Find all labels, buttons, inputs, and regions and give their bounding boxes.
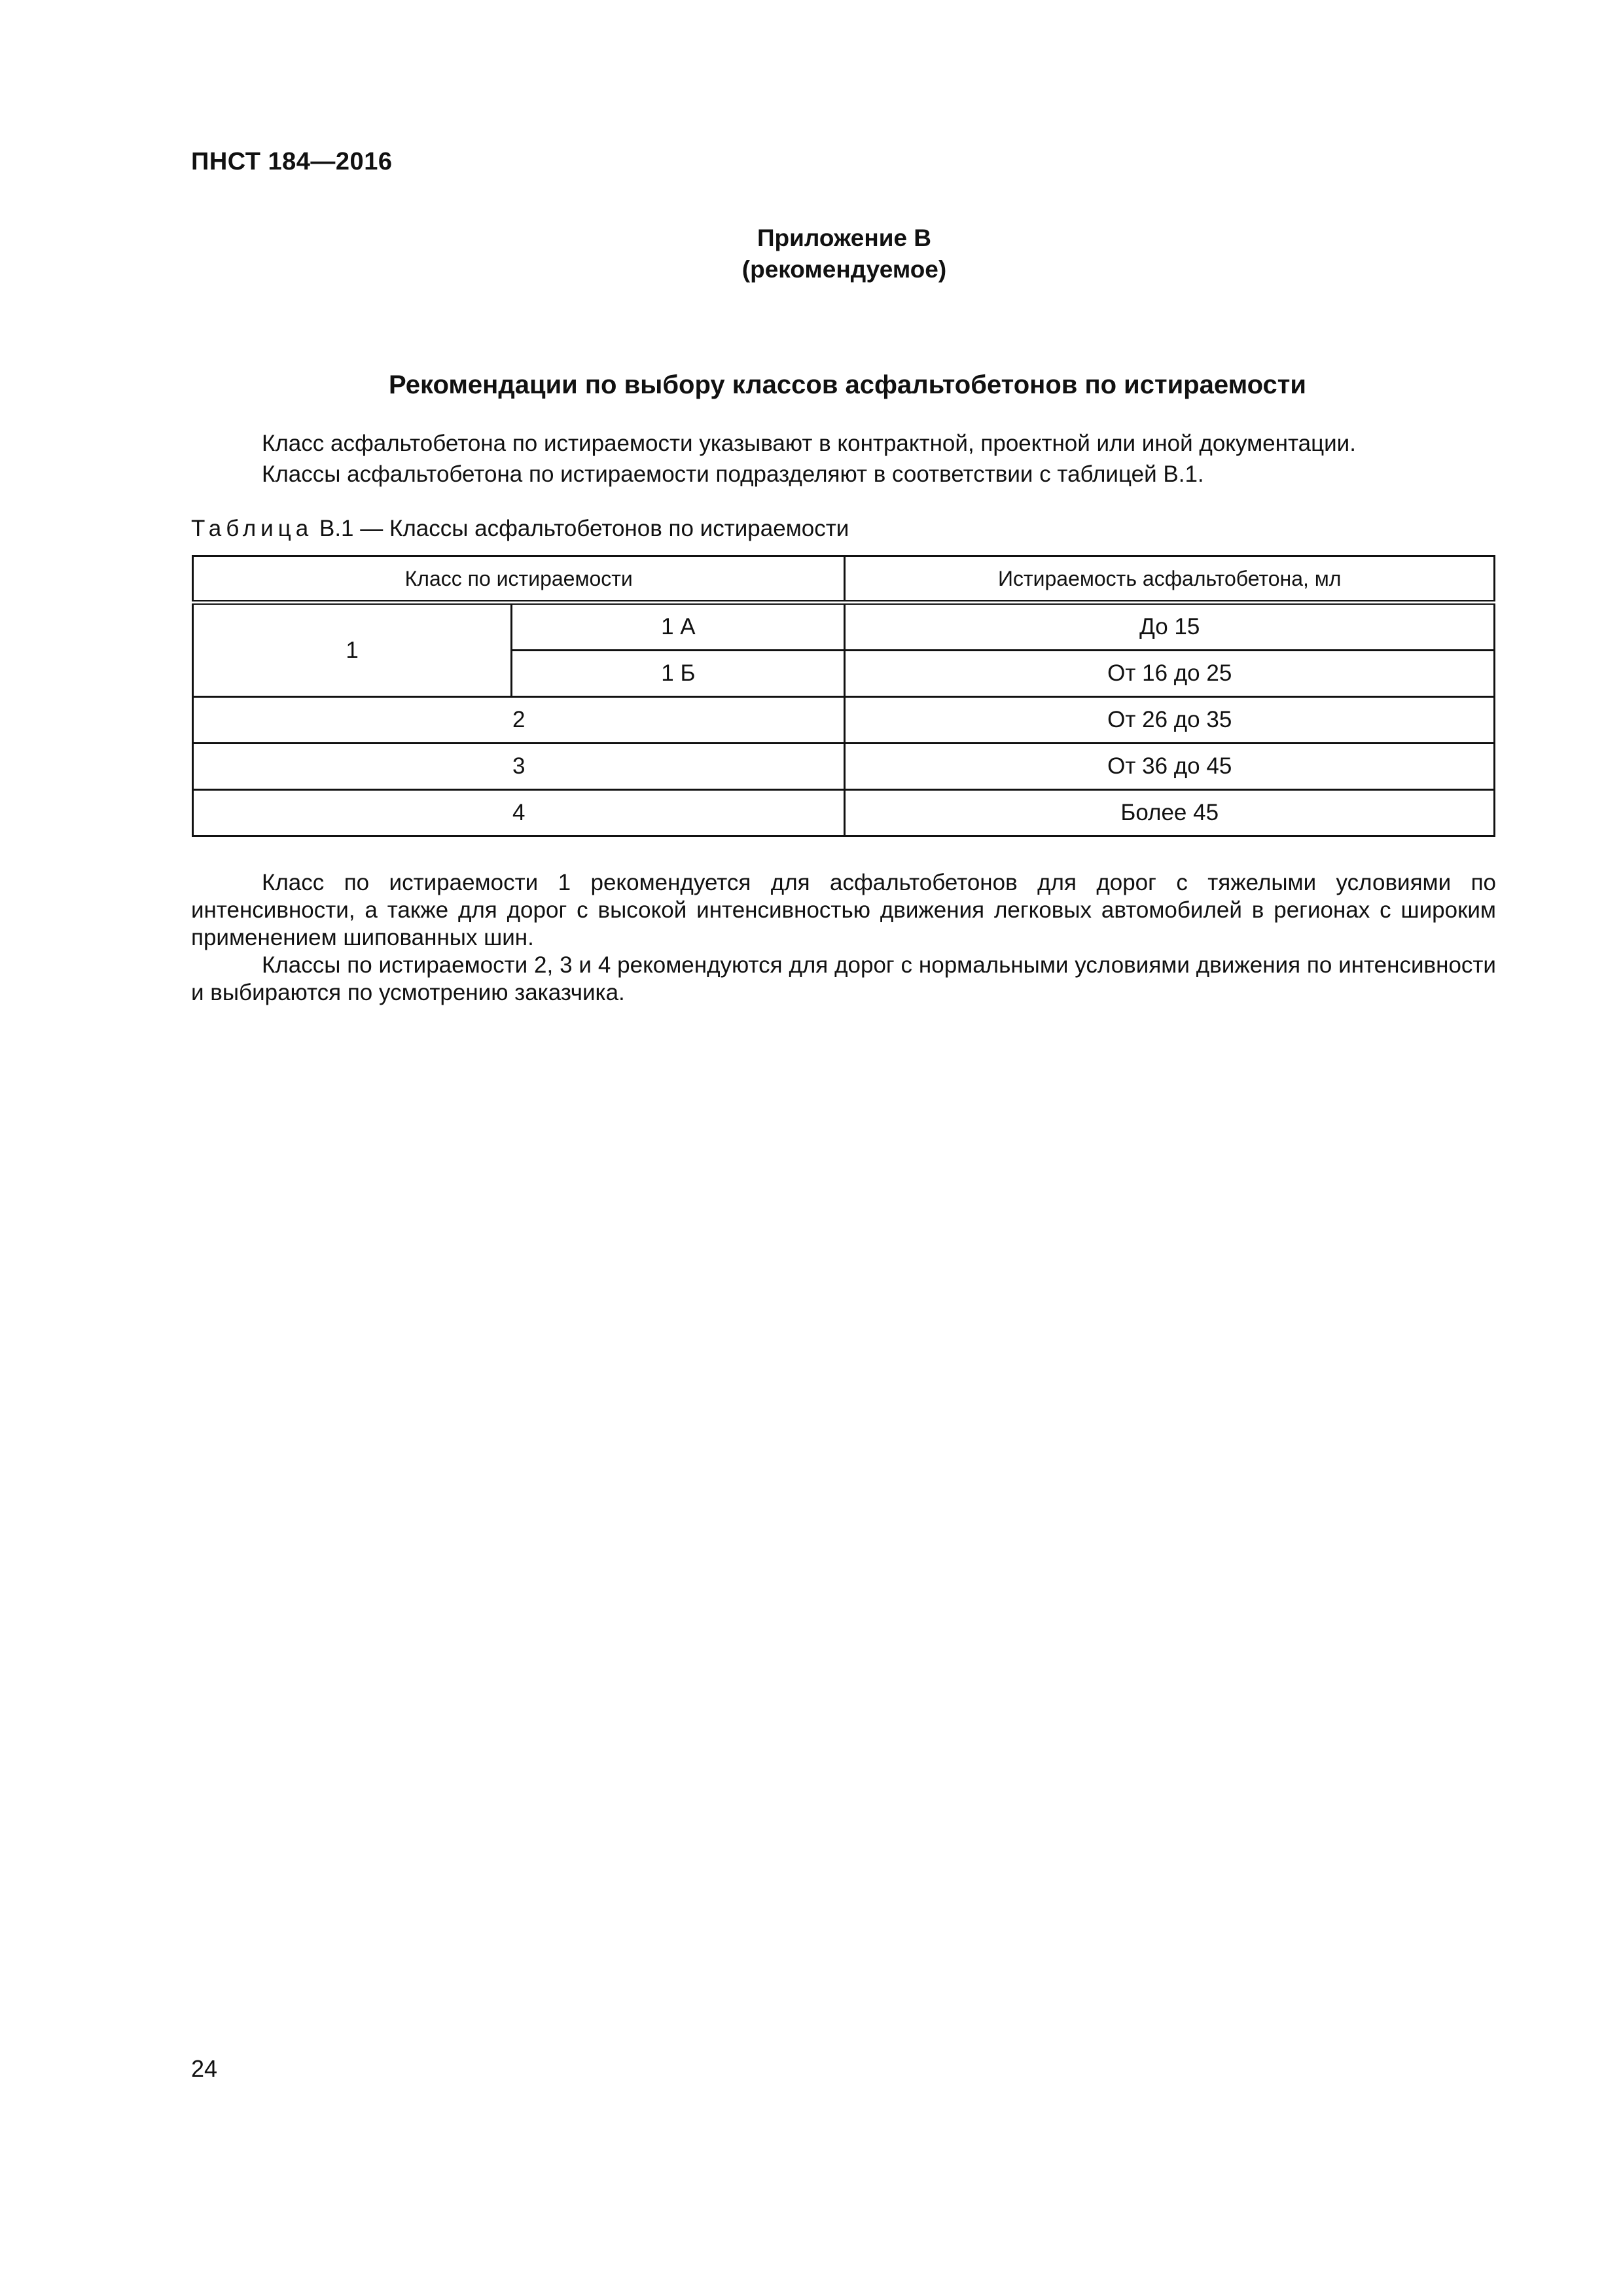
appendix-heading — [0, 223, 1623, 285]
table-cell-subclass: 1 Б — [512, 651, 845, 697]
table-header-cell: Класс по истираемости — [193, 556, 845, 603]
table-header-cell: Истираемость асфальтобетона, мл — [845, 556, 1495, 603]
table-cell-value: От 26 до 35 — [845, 697, 1495, 744]
table-caption-text: В.1 — Классы асфальтобетонов по истираемости — [319, 516, 849, 541]
table-caption-label: Таблица — [191, 516, 313, 541]
appendix-status: (рекомендуемое) — [741, 256, 947, 283]
table-header-row — [193, 556, 1495, 603]
intro-paragraph: Классы асфальтобетона по истираемости подразделяют в соответствии с таблицей В.1. — [262, 461, 1204, 487]
section-title: Рекомендации по выбору классов асфальтобетонов по истираемости — [389, 370, 1306, 399]
page-number: 24 — [191, 2055, 218, 2082]
closing-text — [191, 869, 1496, 1007]
table-row — [193, 744, 1495, 790]
intro-paragraph: Класс асфальтобетона по истираемости указывают в контрактной, проектной или иной документации. — [262, 431, 1356, 456]
closing-paragraph: Классы по истираемости 2, 3 и 4 рекомендуются для дорог с нормальными условиями движения по интенсивности и выбираются по усмотрению заказчика. — [191, 952, 1496, 1005]
table-row — [193, 697, 1495, 744]
table-cell-value: До 15 — [845, 603, 1495, 651]
table-cell-class: 4 — [193, 790, 845, 836]
closing-paragraph: Класс по истираемости 1 рекомендуется для асфальтобетонов для дорог с тяжелыми условиями по интенсивности, а также для дорог с высокой интенсивностью движения легковых автомобилей в регионах с широким применением шипованных шин. — [191, 870, 1496, 950]
table-cell-subclass: 1 А — [512, 603, 845, 651]
table-cell-value: Более 45 — [845, 790, 1495, 836]
abrasion-class-table — [192, 555, 1495, 837]
table-row — [193, 790, 1495, 836]
table-cell-class: 2 — [193, 697, 845, 744]
table-cell-class: 3 — [193, 744, 845, 790]
table-cell-value: От 36 до 45 — [845, 744, 1495, 790]
table-row — [193, 603, 1495, 651]
appendix-title: Приложение В — [757, 224, 932, 251]
table-cell-class: 1 — [193, 603, 512, 697]
intro-text — [191, 428, 1504, 490]
document-code: ПНСТ 184—2016 — [191, 148, 393, 175]
table-cell-value: От 16 до 25 — [845, 651, 1495, 697]
table-caption — [191, 516, 849, 542]
